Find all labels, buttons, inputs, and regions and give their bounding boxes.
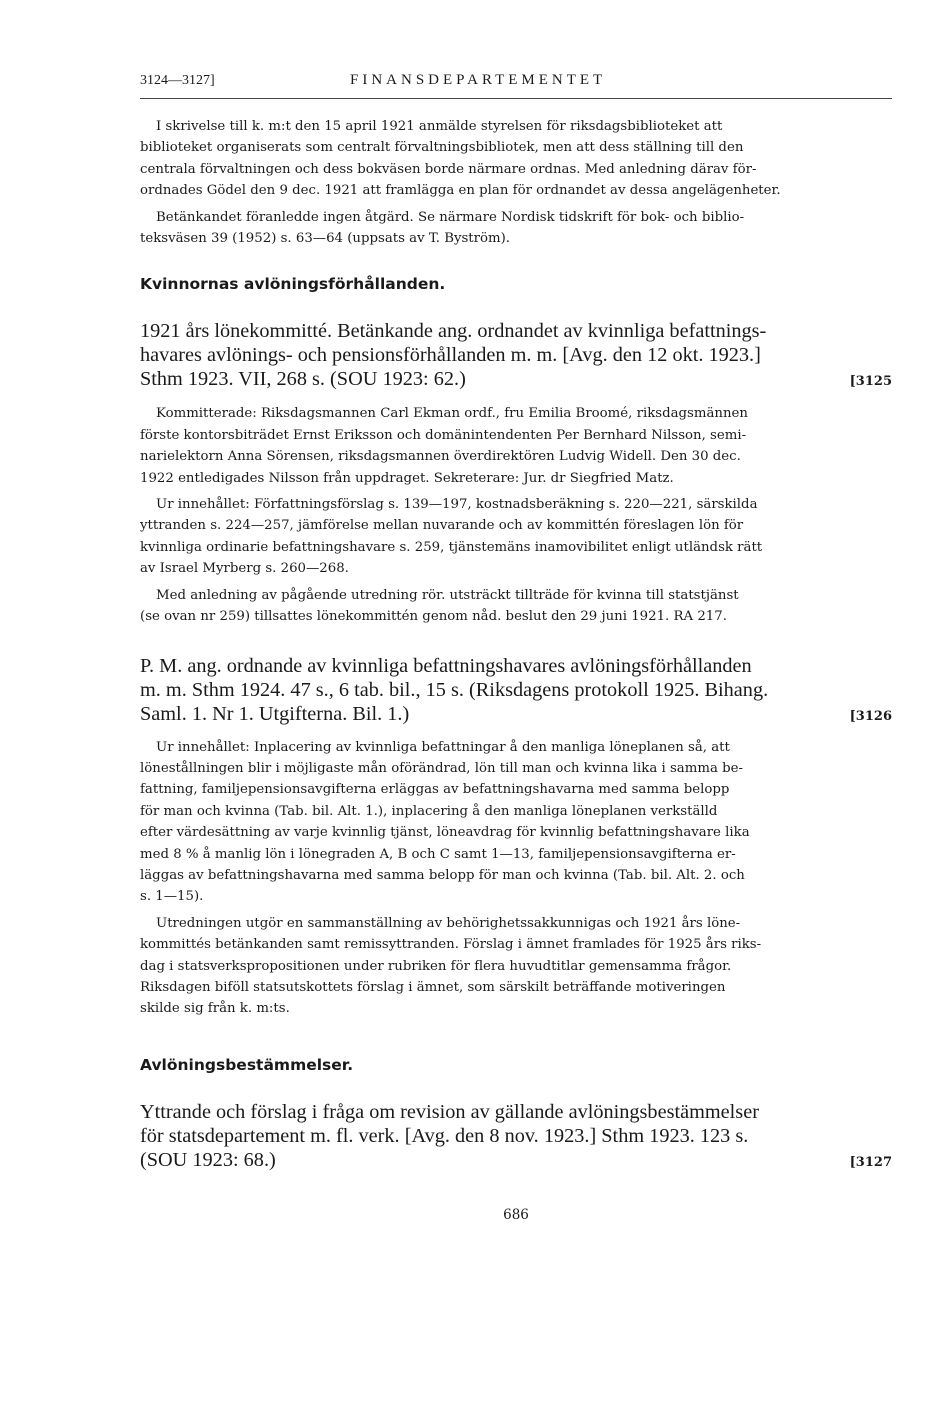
text-line: kommittés betänkanden samt remissyttranden. Förslag i ämnet framlades för 1925 års riks- <box>140 937 762 953</box>
text-line: yttranden s. 224—257, jämförelse mellan nuvarande och av kommittén föreslagen lön för <box>140 518 744 534</box>
text-line: (se ovan nr 259) tillsattes lönekommittén genom nåd. beslut den 29 juni 1921. RA 217. <box>140 609 727 625</box>
title-line: havares avlönings- och pensionsförhållanden m. m. [Avg. den 12 okt. 1923.] <box>140 344 761 367</box>
text-line: Ur innehållet: Inplacering av kvinnliga befattningar å den manliga löneplanen så, att <box>156 739 730 755</box>
title-line: Yttrande och förslag i fråga om revision av gällande avlöningsbestämmelser <box>140 1100 759 1123</box>
intro-block <box>140 116 892 249</box>
text-line: ordnades Gödel den 9 dec. 1921 att framlägga en plan för ordnandet av dessa angelägenheter. <box>140 183 781 199</box>
text-line: narielektorn Anna Sörensen, riksdagsmannen överdirektören Ludvig Widell. Den 30 dec. <box>140 449 741 465</box>
text-line: centrala förvaltningen och dess bokväsen borde närmare ordnas. Med anledning därav för- <box>140 161 757 177</box>
title-line: Sthm 1923. VII, 268 s. (SOU 1923: 62.) <box>140 368 466 391</box>
intro-paragraph-2 <box>140 207 892 250</box>
text-line: kvinnliga ordinarie befattningshavare s. 259, tjänstemäns inamovibilitet enligt utländsk rätt <box>140 539 763 555</box>
note-paragraph <box>140 585 892 628</box>
committee-paragraph <box>140 403 892 489</box>
text-line: teksväsen 39 (1952) s. 63—64 (uppsats av T. Byström). <box>140 231 511 247</box>
text-line: Med anledning av pågående utredning rör. utsträckt tillträde för kvinna till statstjänst <box>156 587 739 603</box>
title-line: P. M. ang. ordnande av kvinnliga befattningshavares avlöningsförhållanden <box>140 654 752 677</box>
text-line: med 8 % å manlig lön i lönegraden A, B och C samt 1—13, familjepensionsavgifterna er- <box>140 846 736 862</box>
entry-title <box>140 654 892 729</box>
section-heading-avloningsbestammelser: Avlöningsbestämmelser. <box>140 1055 354 1074</box>
entry-3126 <box>140 654 892 1020</box>
title-line: 1921 års lönekommitté. Betänkande ang. ordnandet av kvinnliga befattnings- <box>140 320 767 343</box>
text-line: Kommitterade: Riksdagsmannen Carl Ekman ordf., fru Emilia Broomé, riksdagsmännen <box>156 406 748 422</box>
note-paragraph <box>140 913 892 1020</box>
text-line: skilde sig från k. m:ts. <box>140 1001 290 1017</box>
entry-number: [3127 <box>849 1154 892 1170</box>
contents-paragraph <box>140 494 892 580</box>
text-line: biblioteket organiserats som centralt förvaltningsbibliotek, men att dess ställning till den <box>140 140 744 156</box>
entry-3127 <box>140 1100 892 1175</box>
text-line: av Israel Myrberg s. 260—268. <box>140 561 349 577</box>
contents-paragraph <box>140 737 892 908</box>
text-line: 1922 entledigades Nilsson från uppdraget. Sekreterare: Jur. dr Siegfried Matz. <box>140 470 674 486</box>
text-line: Utredningen utgör en sammanställning av behörighetssakkunnigas och 1921 års löne- <box>156 915 741 931</box>
text-line: I skrivelse till k. m:t den 15 april 1921 anmälde styrelsen för riksdagsbiblioteket att <box>156 119 723 134</box>
text-line: förste kontorsbiträdet Ernst Eriksson och domänintendenten Per Bernhard Nilsson, semi- <box>140 427 747 443</box>
text-line: för man och kvinna (Tab. bil. Alt. 1.), inplacering å den manliga löneplanen verkställd <box>140 803 718 819</box>
section-heading-kvinnornas: Kvinnornas avlöningsförhållanden. <box>140 275 446 294</box>
entry-number: [3126 <box>849 708 892 724</box>
document-page <box>140 72 892 1223</box>
title-line: Saml. 1. Nr 1. Utgifterna. Bil. 1.) <box>140 702 410 725</box>
text-line: Betänkandet föranledde ingen åtgärd. Se närmare Nordisk tidskrift för bok- och biblio- <box>156 209 745 225</box>
page-range: 3124—3127] <box>140 73 215 88</box>
title-last-line <box>140 1148 892 1175</box>
title-line: för statsdepartement m. fl. verk. [Avg. den 8 nov. 1923.] Sthm 1923. 123 s. <box>140 1124 749 1147</box>
department-title: FINANSDEPARTEMENTET <box>350 72 607 88</box>
title-line: m. m. Sthm 1924. 47 s., 6 tab. bil., 15 s. (Riksdagens protokoll 1925. Bihang. <box>140 678 769 701</box>
title-last-line <box>140 367 892 394</box>
entry-number: [3125 <box>849 374 892 390</box>
running-header <box>140 72 892 99</box>
text-line: Ur innehållet: Författningsförslag s. 139—197, kostnadsberäkning s. 220—221, särskilda <box>156 497 758 513</box>
entry-title <box>140 319 892 394</box>
text-line: efter värdesättning av varje kvinnlig tjänst, löneavdrag för kvinnlig befattningshavare lika <box>140 825 750 841</box>
text-line: fattning, familjepensionsavgifterna erläggas av befattningshavarna med samma belopp <box>140 782 730 798</box>
entry-3125 <box>140 319 892 627</box>
text-line: Riksdagen biföll statsutskottets förslag i ämnet, som särskilt beträffande motiveringen <box>140 979 726 995</box>
text-line: lönestållningen blir i möjligaste mån oförändrad, lön till man och kvinna lika i samma be- <box>140 760 743 776</box>
title-last-line <box>140 702 892 729</box>
text-line: läggas av befattningshavarna med samma belopp för man och kvinna (Tab. bil. Alt. 2. och <box>140 867 745 883</box>
text-line: dag i statsverkspropositionen under rubriken för flera huvudtitlar gemensamma frågor. <box>140 958 732 974</box>
text-line: s. 1—15). <box>140 889 204 905</box>
title-line: (SOU 1923: 68.) <box>140 1148 276 1171</box>
entry-title <box>140 1100 892 1175</box>
page-number: 686 <box>503 1206 529 1223</box>
intro-paragraph-1 <box>140 116 892 202</box>
